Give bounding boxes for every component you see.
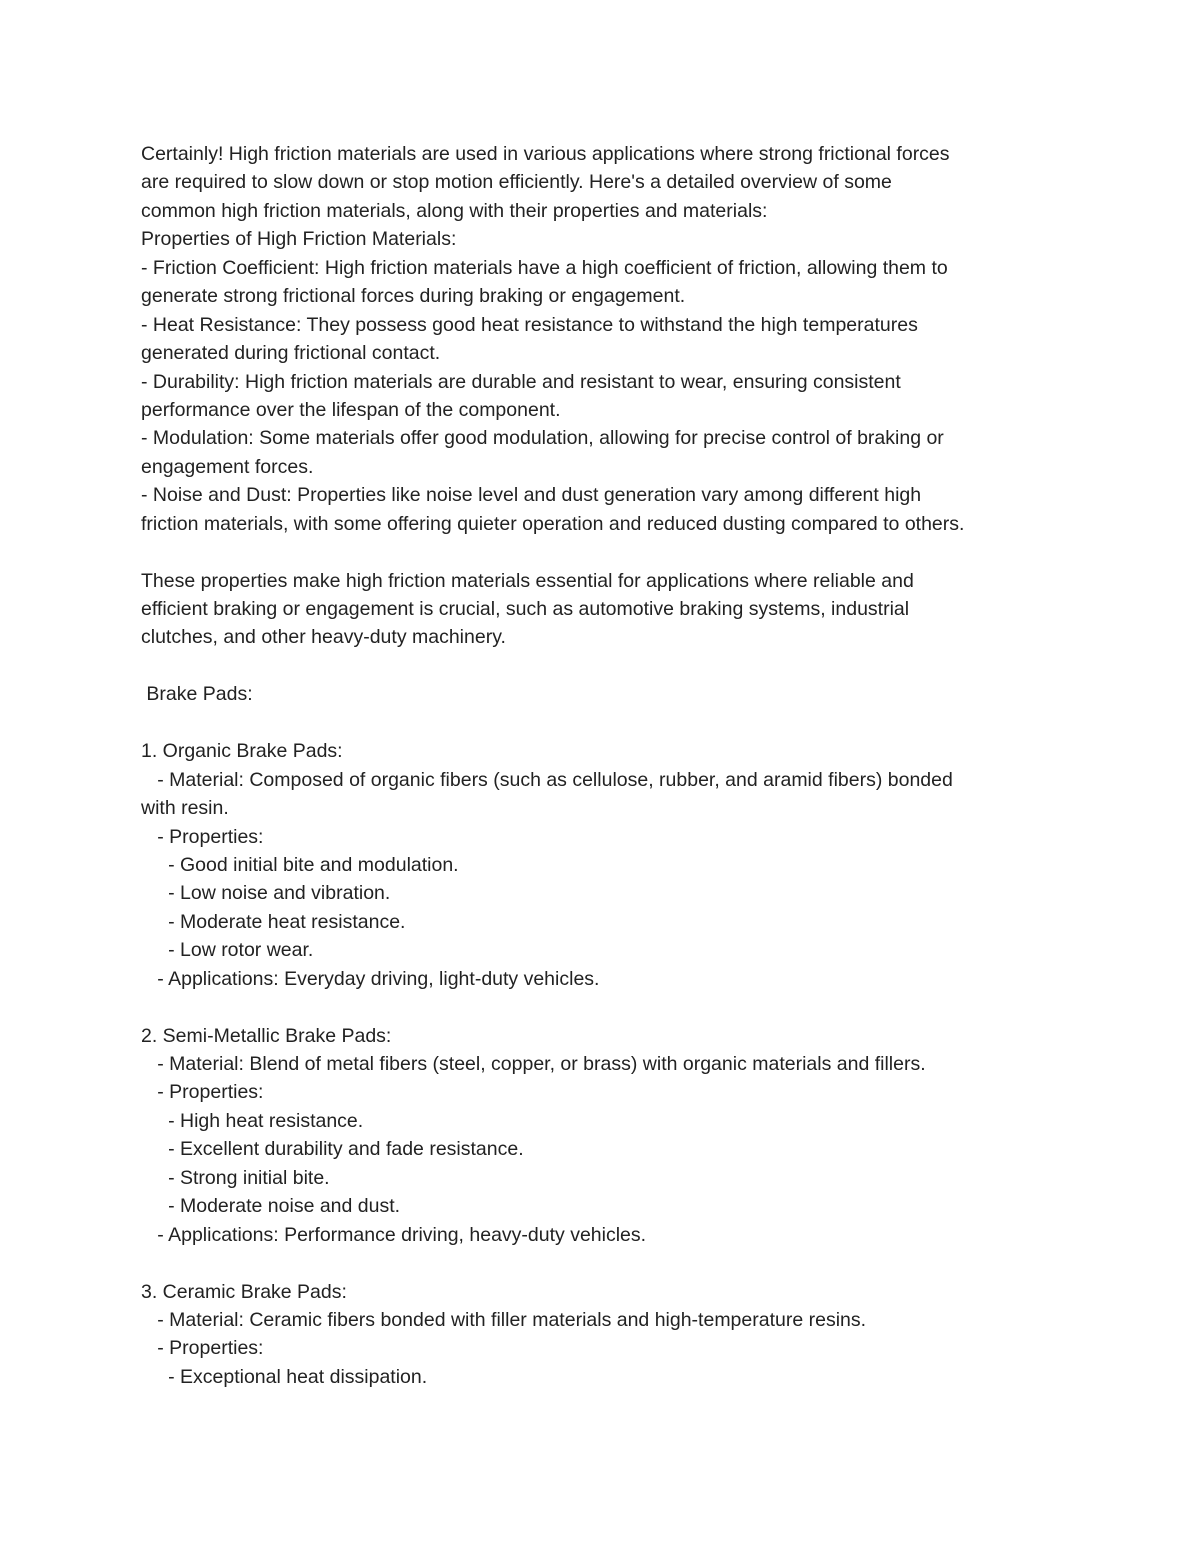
property-line: - Friction Coefficient: High friction materials have a high coefficient of friction, allowing them to xyxy=(141,256,948,279)
summary-line: These properties make high friction materials essential for applications where reliable and xyxy=(141,569,914,592)
section-semi-metallic-line: - Strong initial bite. xyxy=(141,1166,330,1189)
intro-line: common high friction materials, along with their properties and materials: xyxy=(141,199,768,222)
property-line: - Durability: High friction materials are durable and resistant to wear, ensuring consistent xyxy=(141,370,901,393)
blank-line xyxy=(141,993,1081,1021)
section-organic-line: 1. Organic Brake Pads: xyxy=(141,740,343,763)
section-semi-metallic-line: - Material: Blend of metal fibers (steel, copper, or brass) with organic materials and fillers. xyxy=(141,1053,926,1075)
property-line: generate strong frictional forces during braking or engagement. xyxy=(141,285,686,308)
brake-pads-heading: Brake Pads: xyxy=(141,683,253,706)
property-line: - Heat Resistance: They possess good heat resistance to withstand the high temperatures xyxy=(141,313,918,336)
section-semi-metallic-line: - Applications: Performance driving, heavy-duty vehicles. xyxy=(141,1223,647,1246)
section-semi-metallic-line: - Properties: xyxy=(141,1081,264,1104)
blank-line xyxy=(141,652,1081,680)
blank-line xyxy=(141,709,1081,737)
section-organic-line: with resin. xyxy=(141,797,229,820)
property-line: friction materials, with some offering quieter operation and reduced dusting compared to others. xyxy=(141,512,965,535)
property-line: - Modulation: Some materials offer good modulation, allowing for precise control of braking or xyxy=(141,427,944,450)
intro-line: are required to slow down or stop motion efficiently. Here's a detailed overview of some xyxy=(141,171,892,194)
section-organic-line: - Low rotor wear. xyxy=(141,939,314,962)
section-organic-line: - Properties: xyxy=(141,825,264,848)
blank-line xyxy=(141,538,1081,566)
section-semi-metallic-line: - Moderate noise and dust. xyxy=(141,1195,401,1218)
property-line: generated during frictional contact. xyxy=(141,342,441,365)
section-organic-line: - Material: Composed of organic fibers (such as cellulose, rubber, and aramid fibers) bonded xyxy=(141,768,953,791)
section-ceramic-line: 3. Ceramic Brake Pads: xyxy=(141,1280,347,1303)
intro-line: Certainly! High friction materials are used in various applications where strong frictional forces xyxy=(141,143,950,165)
section-organic-line: - Moderate heat resistance. xyxy=(141,910,406,933)
summary-line: clutches, and other heavy-duty machinery. xyxy=(141,626,506,649)
property-line: engagement forces. xyxy=(141,455,314,478)
blank-line xyxy=(141,1249,1081,1277)
property-line: performance over the lifespan of the component. xyxy=(141,398,561,421)
section-ceramic-line: - Material: Ceramic fibers bonded with filler materials and high-temperature resins. xyxy=(141,1308,867,1331)
section-organic-line: - Applications: Everyday driving, light-duty vehicles. xyxy=(141,967,600,990)
section-semi-metallic-line: - High heat resistance. xyxy=(141,1109,364,1132)
section-ceramic-line: - Exceptional heat dissipation. xyxy=(141,1365,428,1388)
document-body xyxy=(141,140,1081,1391)
section-organic-line: - Good initial bite and modulation. xyxy=(141,853,459,876)
section-ceramic-line: - Properties: xyxy=(141,1337,264,1360)
section-semi-metallic-line: 2. Semi-Metallic Brake Pads: xyxy=(141,1024,392,1047)
section-organic-line: - Low noise and vibration. xyxy=(141,882,391,905)
property-line: - Noise and Dust: Properties like noise level and dust generation vary among different high xyxy=(141,484,922,507)
summary-line: efficient braking or engagement is crucial, such as automotive braking systems, industrial xyxy=(141,598,910,620)
section-semi-metallic-line: - Excellent durability and fade resistance. xyxy=(141,1138,524,1161)
properties-heading: Properties of High Friction Materials: xyxy=(141,228,457,251)
